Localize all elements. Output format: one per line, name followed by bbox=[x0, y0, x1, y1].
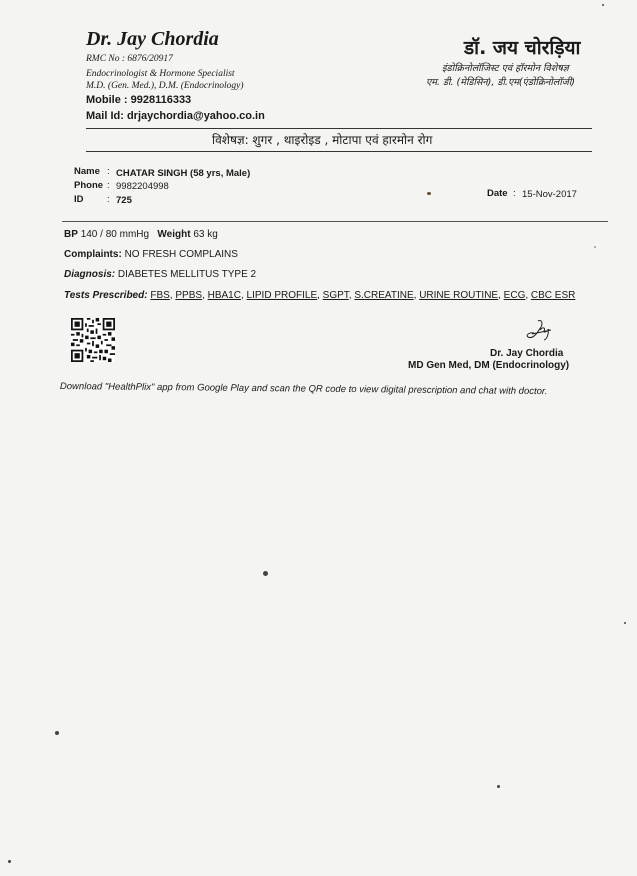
bp-value: 140 / 80 mmHg bbox=[80, 229, 150, 240]
patient-id-value: 725 bbox=[116, 195, 132, 206]
patient-phone-sep: : bbox=[107, 180, 110, 191]
header-divider-bottom bbox=[86, 151, 592, 152]
qr-code[interactable] bbox=[71, 318, 115, 362]
patient-name-value: CHATAR SINGH (58 yrs, Male) bbox=[116, 168, 251, 179]
hindi-doctor-name: डॉ. जय चोरड़िया bbox=[464, 37, 581, 59]
test-item: HBA1C bbox=[207, 290, 241, 301]
test-item: S.CREATINE bbox=[354, 290, 414, 301]
patient-name-sep: : bbox=[107, 166, 110, 177]
test-item: SGPT bbox=[322, 290, 349, 301]
hindi-tagline: विशेषज्ञ: शुगर , थाइरोइड , मोटापा एवं हारमोन रोग bbox=[212, 133, 433, 147]
hindi-degrees: एम. डी. (मेडिसिन), डी.एम(एंडोक्रिनोलॉजी) bbox=[426, 77, 575, 88]
scan-speck bbox=[263, 571, 268, 576]
healthplix-note: Download "HealthPlix" app from Google Play and scan the QR code to view digital prescription and chat with doctor. bbox=[59, 381, 548, 398]
scan-speck bbox=[602, 4, 604, 6]
date-value: 15-Nov-2017 bbox=[522, 189, 577, 200]
test-item: CBC ESR bbox=[530, 290, 576, 301]
patient-phone-value: 9982204998 bbox=[116, 181, 169, 192]
test-item: URINE ROUTINE bbox=[419, 290, 499, 301]
vitals-line bbox=[64, 229, 218, 240]
tests-label: Tests Prescribed: bbox=[64, 290, 148, 301]
patient-name-label: Name bbox=[74, 166, 100, 177]
doctor-name: Dr. Jay Chordia bbox=[86, 28, 219, 50]
date-sep: : bbox=[513, 188, 516, 199]
test-item: PPBS bbox=[175, 290, 203, 301]
patient-id-label: ID bbox=[74, 194, 84, 205]
signature-scribble bbox=[522, 318, 554, 344]
tests-line: Tests Prescribed: FBS, PPBS, HBA1C, LIPID PROFILE, SGPT, S.CREATINE, URINE ROUTINE, ECG, CBC ESR bbox=[64, 290, 576, 301]
scan-speck bbox=[8, 860, 11, 863]
scan-speck bbox=[497, 785, 500, 788]
degrees-line: M.D. (Gen. Med.), D.M. (Endocrinology) bbox=[86, 81, 244, 91]
weight-value: 63 kg bbox=[193, 229, 218, 240]
test-item: ECG bbox=[503, 290, 526, 301]
hindi-specialty: इंडोक्रिनोलॉजिस्ट एवं हॉरमोन विशेषज्ञ bbox=[442, 63, 569, 74]
test-item: LIPID PROFILE bbox=[246, 290, 318, 301]
scan-speck bbox=[624, 622, 626, 624]
rmc-number: RMC No : 6876/20917 bbox=[86, 54, 173, 64]
test-item: FBS bbox=[150, 290, 170, 301]
signature-name: Dr. Jay Chordia bbox=[490, 348, 564, 359]
mail-id: Mail Id: drjaychordia@yahoo.co.in bbox=[86, 110, 265, 122]
patient-phone-label: Phone bbox=[74, 180, 104, 191]
scan-speck bbox=[427, 192, 431, 195]
diagnosis-line bbox=[64, 269, 256, 280]
bp-label: BP bbox=[64, 229, 78, 240]
diagnosis-label: Diagnosis: bbox=[64, 269, 116, 280]
complaints-value: NO FRESH COMPLAINS bbox=[124, 249, 238, 260]
header-divider-top bbox=[86, 128, 592, 129]
date-label: Date bbox=[487, 188, 508, 199]
diagnosis-value: DIABETES MELLITUS TYPE 2 bbox=[117, 269, 257, 280]
patient-id-sep: : bbox=[107, 194, 110, 205]
scan-speck bbox=[55, 731, 59, 735]
signature-qualification: MD Gen Med, DM (Endocrinology) bbox=[408, 360, 570, 371]
scan-speck bbox=[594, 246, 596, 248]
complaints-label: Complaints: bbox=[64, 249, 122, 260]
complaints-line bbox=[64, 249, 238, 260]
specialty-line: Endocrinologist & Hormone Specialist bbox=[86, 69, 235, 79]
mobile-number: Mobile : 9928116333 bbox=[86, 94, 192, 106]
weight-label: Weight bbox=[157, 229, 191, 240]
patient-divider bbox=[62, 221, 608, 222]
